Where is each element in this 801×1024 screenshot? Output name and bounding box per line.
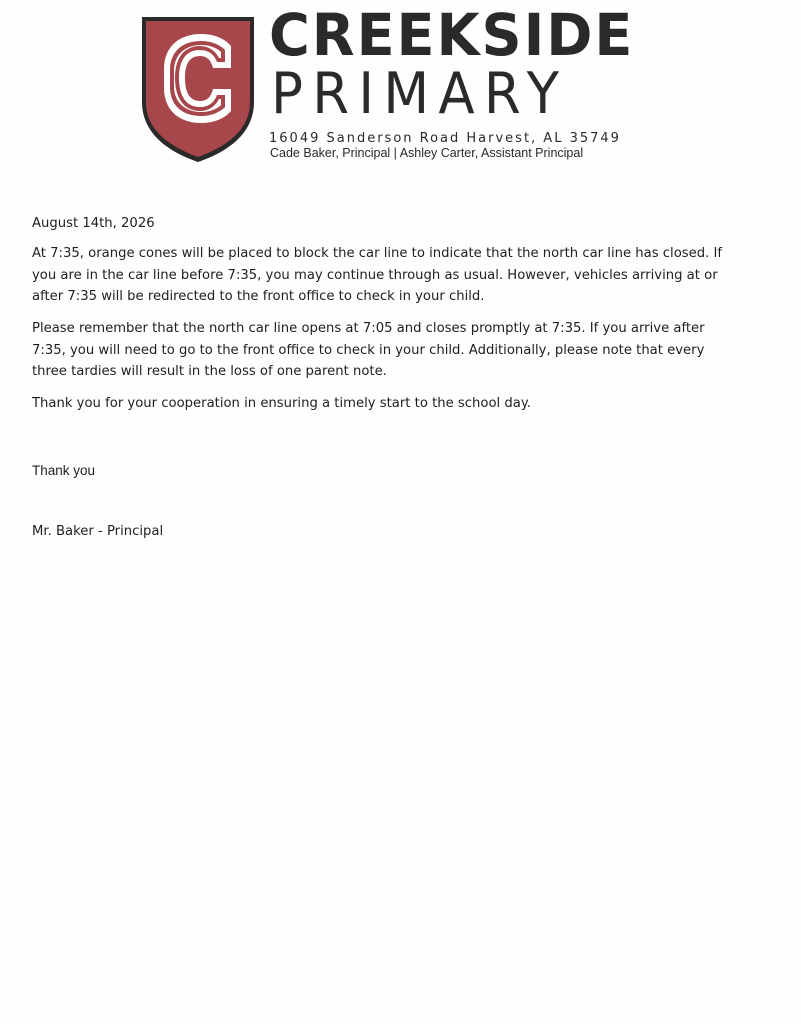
- school-name-line2: PRIMARY: [271, 61, 569, 127]
- letter-paragraph-2: Please remember that the north car line opens at 7:05 and closes promptly at 7:35. If you arrive after 7:35, you will need to go to the front office to check in your child. Additionally, please note that every three tardies will result in the loss of one parent note.: [32, 321, 705, 379]
- letter-closing: Thank you: [32, 463, 96, 478]
- school-staff-line: Cade Baker, Principal | Ashley Carter, Assistant Principal: [270, 146, 584, 160]
- school-address: 16049 Sanderson Road Harvest, AL 35749: [269, 131, 621, 146]
- letter-paragraph-1: At 7:35, orange cones will be placed to block the car line to indicate that the north car line has closed. If you are in the car line before 7:35, you may continue through as usual. However, vehicles arriving at or after 7:35 will be redirected to the front office to check in your child.: [32, 246, 723, 304]
- letter-date: August 14th, 2026: [32, 216, 155, 231]
- letterhead: [139, 1, 635, 167]
- school-crest-logo: [139, 14, 257, 164]
- school-name-line1: CREEKSIDE: [269, 1, 635, 69]
- letter-paragraph-3: Thank you for your cooperation in ensuring a timely start to the school day.: [32, 396, 531, 411]
- letter-signature: Mr. Baker - Principal: [32, 524, 164, 539]
